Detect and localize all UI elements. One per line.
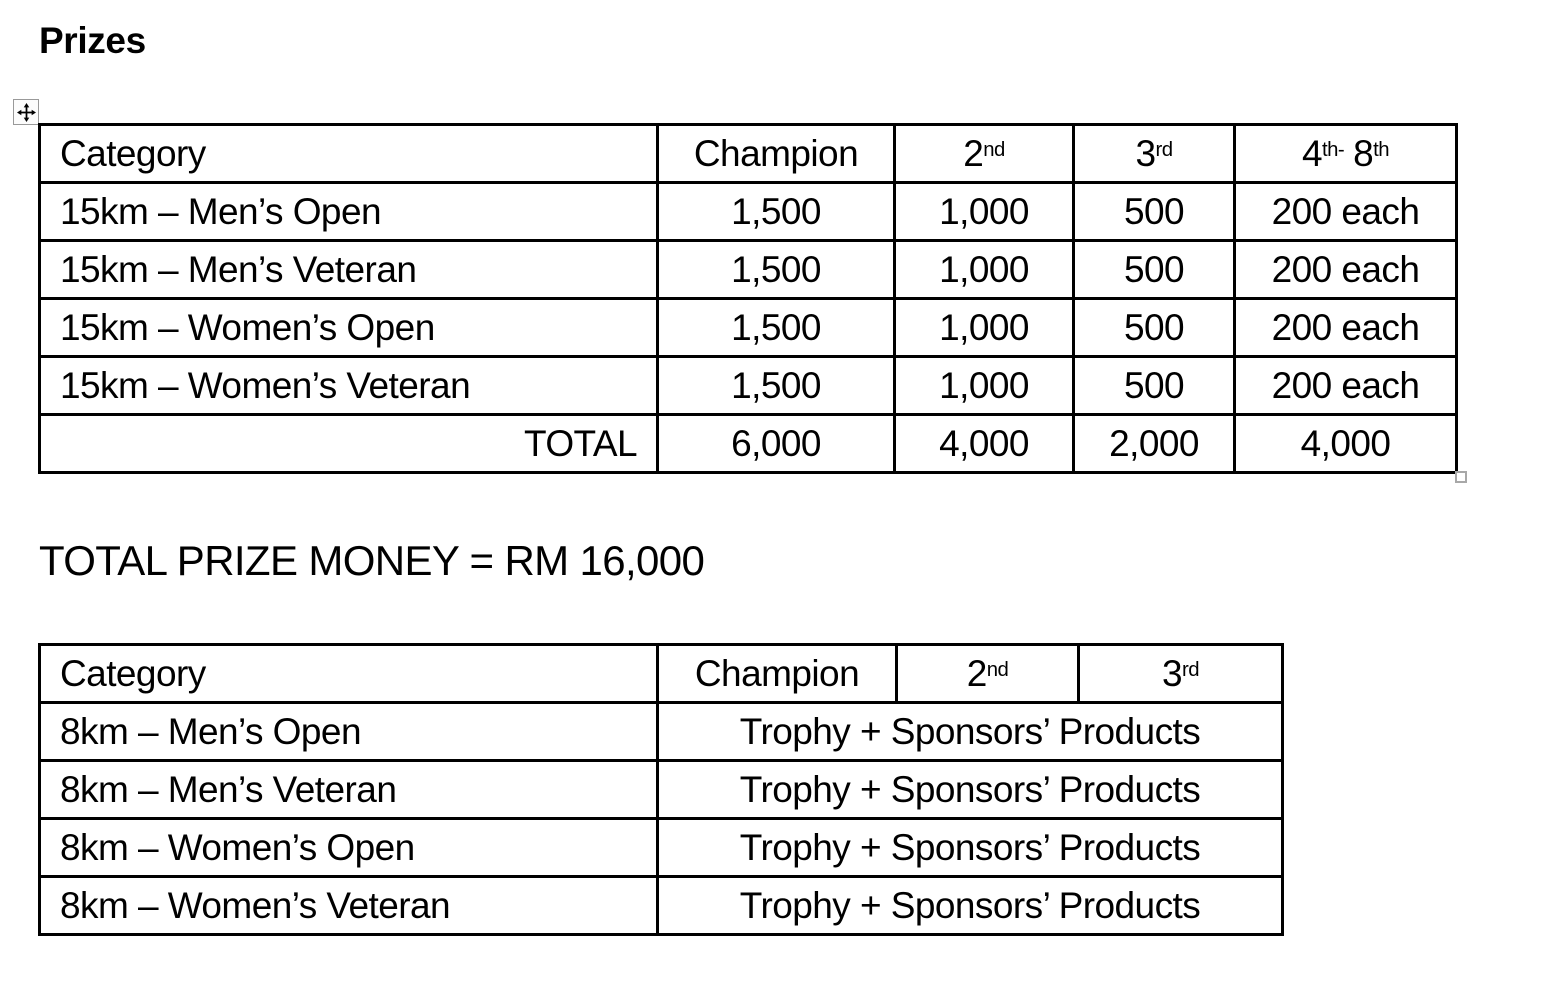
table-move-handle[interactable] xyxy=(13,99,39,125)
champion-cell[interactable]: 1,500 xyxy=(658,357,895,415)
fourth-cell[interactable]: 200 each xyxy=(1235,299,1457,357)
prize-cell[interactable]: Trophy + Sponsors’ Products xyxy=(658,761,1283,819)
second-cell[interactable]: 1,000 xyxy=(895,183,1074,241)
prize-cell[interactable]: Trophy + Sponsors’ Products xyxy=(658,819,1283,877)
trophy-table-row xyxy=(40,761,1283,819)
champion-cell[interactable]: 1,500 xyxy=(658,183,895,241)
header-category[interactable]: Category xyxy=(40,125,658,183)
category-cell[interactable]: 15km – Men’s Veteran xyxy=(40,241,658,299)
champion-cell[interactable]: 1,500 xyxy=(658,299,895,357)
header-4th-sup: th- xyxy=(1322,138,1345,161)
third-cell[interactable]: 500 xyxy=(1074,299,1235,357)
header-4th-8th[interactable] xyxy=(1235,125,1457,183)
fourth-cell[interactable]: 200 each xyxy=(1235,357,1457,415)
total-label-cell[interactable]: TOTAL xyxy=(40,415,658,473)
third-cell[interactable]: 500 xyxy=(1074,357,1235,415)
header-8th-base: 8 xyxy=(1353,132,1374,174)
trophy-table-header-row xyxy=(40,645,1283,703)
header-3rd[interactable] xyxy=(1079,645,1283,703)
fourth-cell[interactable]: 200 each xyxy=(1235,241,1457,299)
category-cell[interactable]: 8km – Women’s Open xyxy=(40,819,658,877)
header-2nd-sup: nd xyxy=(986,658,1009,681)
category-cell[interactable]: 8km – Men’s Veteran xyxy=(40,761,658,819)
total-second-cell[interactable]: 4,000 xyxy=(895,415,1074,473)
prize-table-header-row xyxy=(40,125,1457,183)
prize-table-total-row xyxy=(40,415,1457,473)
header-2nd-base: 2 xyxy=(963,132,984,174)
category-cell[interactable]: 8km – Men’s Open xyxy=(40,703,658,761)
prize-cell[interactable]: Trophy + Sponsors’ Products xyxy=(658,877,1283,935)
prize-cell[interactable]: Trophy + Sponsors’ Products xyxy=(658,703,1283,761)
prize-table-row xyxy=(40,183,1457,241)
header-2nd-sup: nd xyxy=(983,138,1005,161)
page-title[interactable]: Prizes xyxy=(39,20,146,61)
category-cell[interactable]: 8km – Women’s Veteran xyxy=(40,877,658,935)
third-cell[interactable]: 500 xyxy=(1074,241,1235,299)
prize-table-row xyxy=(40,299,1457,357)
champion-cell[interactable]: 1,500 xyxy=(658,241,895,299)
trophy-table-row xyxy=(40,877,1283,935)
prize-table-row xyxy=(40,357,1457,415)
header-2nd[interactable] xyxy=(895,125,1074,183)
header-3rd[interactable] xyxy=(1074,125,1235,183)
second-cell[interactable]: 1,000 xyxy=(895,357,1074,415)
header-3rd-base: 3 xyxy=(1135,132,1156,174)
header-3rd-base: 3 xyxy=(1161,652,1183,694)
third-cell[interactable]: 500 xyxy=(1074,183,1235,241)
category-cell[interactable]: 15km – Women’s Open xyxy=(40,299,658,357)
header-3rd-sup: rd xyxy=(1155,138,1173,161)
second-cell[interactable]: 1,000 xyxy=(895,241,1074,299)
trophy-table-row xyxy=(40,703,1283,761)
header-4th-base: 4 xyxy=(1302,132,1323,174)
total-fourth-cell[interactable]: 4,000 xyxy=(1235,415,1457,473)
trophy-prize-table xyxy=(38,643,1284,936)
fourth-cell[interactable]: 200 each xyxy=(1235,183,1457,241)
header-3rd-sup: rd xyxy=(1182,658,1199,681)
trophy-table-row xyxy=(40,819,1283,877)
second-cell[interactable]: 1,000 xyxy=(895,299,1074,357)
header-champion[interactable]: Champion xyxy=(658,125,895,183)
total-champion-cell[interactable]: 6,000 xyxy=(658,415,895,473)
header-category[interactable]: Category xyxy=(40,645,658,703)
header-2nd[interactable] xyxy=(897,645,1079,703)
table-resize-handle[interactable] xyxy=(1455,471,1467,483)
prize-money-table xyxy=(38,123,1458,474)
total-third-cell[interactable]: 2,000 xyxy=(1074,415,1235,473)
move-arrows-icon xyxy=(17,103,36,122)
header-2nd-base: 2 xyxy=(966,652,987,694)
category-cell[interactable]: 15km – Women’s Veteran xyxy=(40,357,658,415)
header-champion[interactable]: Champion xyxy=(658,645,897,703)
category-cell[interactable]: 15km – Men’s Open xyxy=(40,183,658,241)
prize-table-row xyxy=(40,241,1457,299)
total-prize-money-line[interactable]: TOTAL PRIZE MONEY = RM 16,000 xyxy=(39,537,705,584)
header-8th-sup: th xyxy=(1373,138,1389,161)
